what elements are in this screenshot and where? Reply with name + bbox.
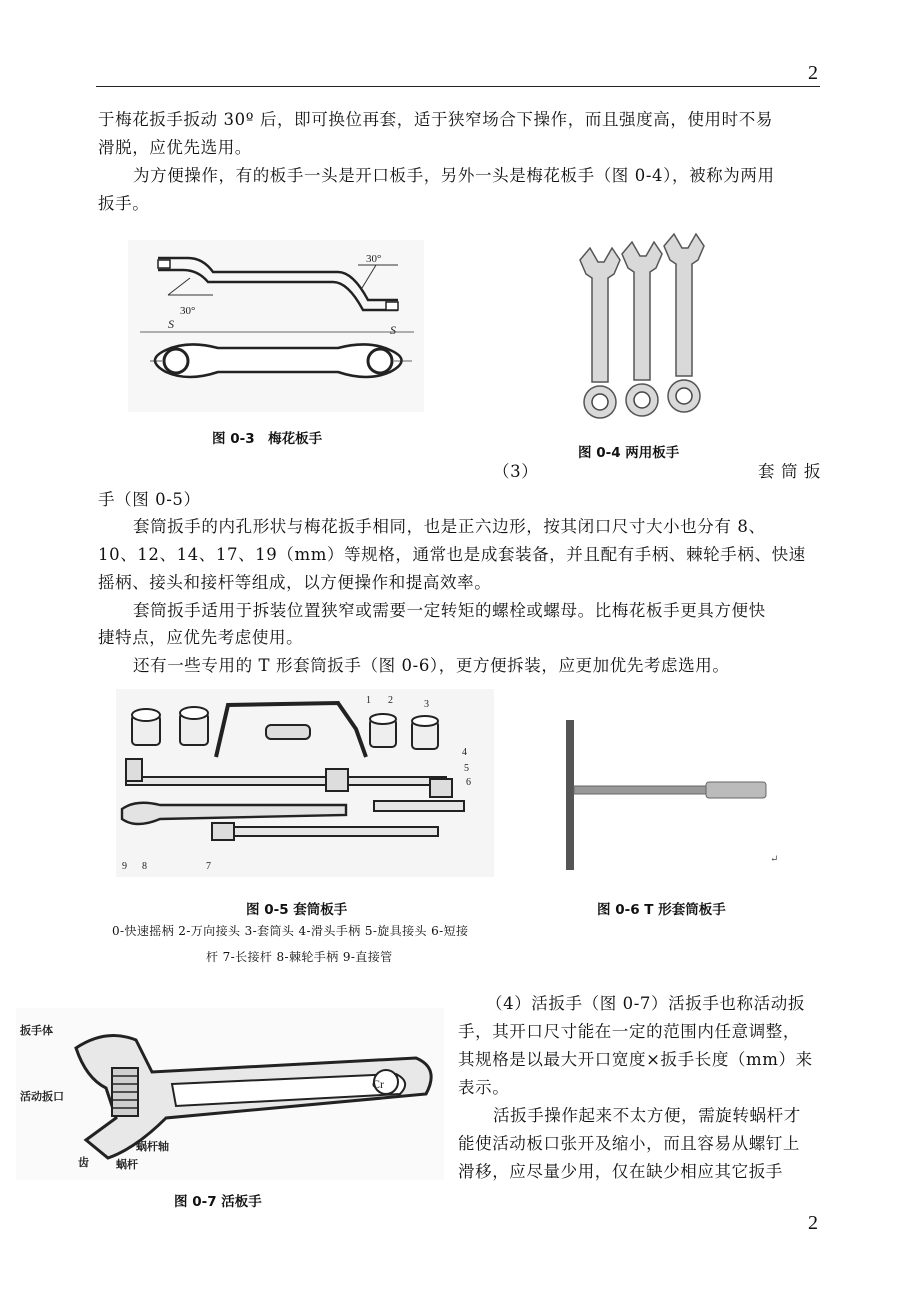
fig5-callout-6: 6	[466, 777, 471, 788]
section4-line7: 滑移，应尽量少用，仅在缺少相应其它扳手	[458, 1162, 783, 1181]
section3-p2-line1: 套筒扳手适用于拆装位置狭窄或需要一定转矩的螺栓或螺母。比梅花板手更具方便快	[133, 601, 766, 620]
fig3-angle-label-right: 30°	[366, 253, 382, 265]
fig5-callout-4: 4	[462, 747, 467, 758]
fig5-legend-line1: 0-快速摇柄 2-万向接头 3-套筒头 4-滑头手柄 5-旋具接头 6-短接	[112, 924, 469, 938]
fig7-label-axle: 蜗杆轴	[136, 1140, 169, 1153]
section4-line6: 能使活动板口张开及缩小，而且容易从螺钉上	[458, 1134, 800, 1153]
section3-p2-line2: 捷特点，应优先考虑使用。	[98, 628, 304, 647]
section3-p1-line1: 套筒扳手的内孔形状与梅花扳手相同，也是正六边形，按其闭口尺寸大小也分有 8、	[133, 517, 766, 536]
fig7-caption: 图 0-7 活板手	[174, 1194, 262, 1210]
intro-p1-line2: 滑脱，应优先选用。	[98, 138, 252, 157]
section4-line1: （4）活扳手（图 0-7）活扳手也称活动扳	[486, 994, 805, 1013]
intro-p2-line1: 为方便操作，有的板手一头是开口板手，另外一头是梅花板手（图 0-4），被称为两用	[133, 166, 775, 185]
section3-p3-line1: 还有一些专用的 T 形套筒扳手（图 0-6），更方便拆装，应更加优先考虑选用。	[133, 656, 730, 675]
section3-p1-line2: 10、12、14、17、19（mm）等规格，通常也是成套装备，并且配有手柄、棘轮手柄、快速	[98, 545, 806, 564]
section3-title-cont: 手（图 0-5）	[98, 490, 201, 509]
section4-line2: 手，其开口尺寸能在一定的范围内任意调整，	[458, 1022, 800, 1041]
section3-number: （3）	[493, 462, 539, 481]
fig6-mark: ↵	[770, 854, 779, 865]
section4-line3: 其规格是以最大开口宽度×扳手长度（mm）来	[458, 1050, 813, 1069]
fig5-callout-1: 1	[366, 695, 371, 706]
fig7-label-body: 扳手体	[20, 1024, 53, 1037]
fig5-callout-2: 2	[388, 695, 393, 706]
fig3-caption: 图 0-3 梅花板手	[212, 431, 323, 447]
fig3-angle-label-left: 30°	[180, 305, 196, 317]
fig7-label-worm: 蜗杆	[116, 1158, 138, 1171]
fig3-s-label-right: S	[390, 323, 396, 337]
figure-0-5-socket-set	[116, 689, 494, 877]
fig5-caption: 图 0-5 套筒板手	[246, 902, 348, 918]
header-page-number: 2	[808, 62, 818, 84]
footer-page-number: 2	[808, 1212, 818, 1234]
intro-p1-line1: 于梅花扳手扳动 30º 后，即可换位再套，适于狭窄场合下操作，而且强度高，使用时不易	[98, 110, 773, 129]
fig7-cr-label: Cr	[372, 1077, 384, 1091]
section4-line5: 活扳手操作起来不太方便，需旋转蜗杆才	[493, 1106, 801, 1125]
figure-0-3-box-wrench	[128, 240, 424, 412]
figure-0-4-combination-wrenches	[570, 232, 720, 428]
fig5-callout-7: 7	[206, 861, 211, 872]
fig5-callout-3: 3	[424, 699, 429, 710]
fig5-legend-line2: 杆 7-长接杆 8-棘轮手柄 9-直接管	[206, 950, 393, 964]
section4-line4: 表示。	[458, 1078, 510, 1097]
section3-p1-line3: 摇柄、接头和接杆等组成，以方便操作和提高效率。	[98, 573, 492, 592]
fig4-caption: 图 0-4 两用板手	[578, 445, 680, 461]
section3-title-part: 套 筒 扳	[758, 462, 821, 481]
intro-p2-line2: 扳手。	[98, 194, 150, 213]
fig5-callout-8: 8	[142, 861, 147, 872]
fig3-s-label-left: S	[168, 317, 174, 331]
fig7-label-tooth: 齿	[78, 1156, 89, 1169]
fig7-label-jaw: 活动扳口	[20, 1090, 64, 1103]
fig5-callout-9: 9	[122, 861, 127, 872]
fig5-callout-5: 5	[464, 763, 469, 774]
figure-0-6-t-socket-wrench	[556, 712, 786, 872]
fig6-caption: 图 0-6 T 形套筒板手	[597, 902, 726, 918]
header-rule	[96, 86, 820, 87]
figure-0-7-adjustable-wrench	[16, 1008, 444, 1180]
